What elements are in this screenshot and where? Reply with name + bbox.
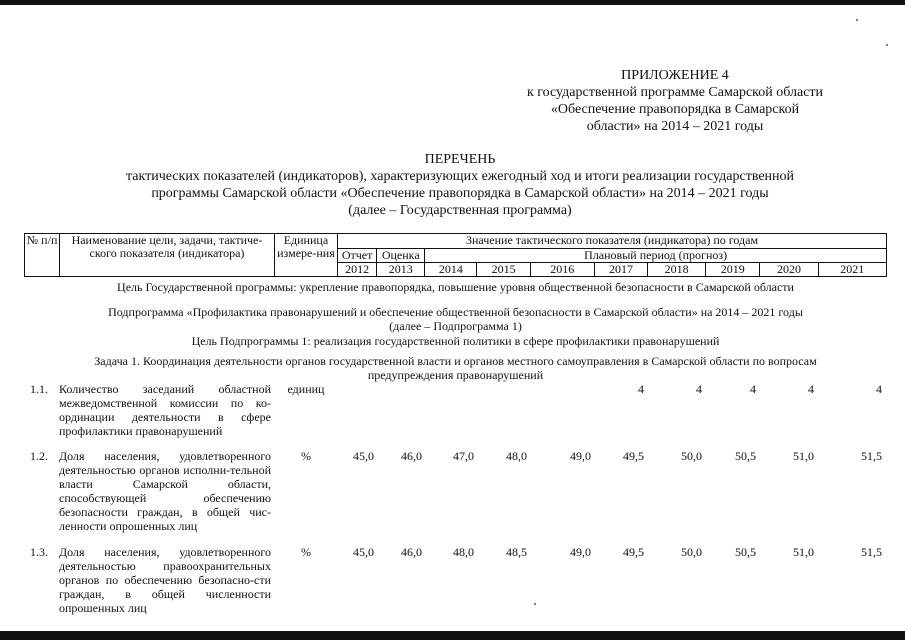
header-number: № п/п <box>25 234 60 277</box>
header-report: Отчет <box>338 249 377 263</box>
header-year: 2014 <box>425 263 477 277</box>
header-year: 2020 <box>760 263 818 277</box>
value-cell: 4 <box>876 382 882 396</box>
scan-bottom-edge <box>0 631 905 640</box>
row-number: 1.1. <box>30 382 48 396</box>
appendix-label: ПРИЛОЖЕНИЕ 4 <box>621 68 729 83</box>
value-cell: 45,0 <box>353 449 374 463</box>
task-line: Задача 1. Координация деятельности органов государственной власти и органов местного самоуправления в Самарской области по вопросам <box>94 354 817 368</box>
header-year: 2019 <box>706 263 760 277</box>
unit-cell: единиц <box>287 382 325 396</box>
subprogram-heading <box>24 305 887 333</box>
value-cell: 50,5 <box>735 449 756 463</box>
title-line: тактических показателей (индикаторов), характеризующих ежегодный ход и итоги реализации государственной <box>125 169 795 184</box>
indicator-name: Доля населения, удовлетворенного деятельностью органов исполни-тельной власти Самарской области, способствующей обеспечению безопасности граждан, в общей чис-ленности опрошенных лиц <box>59 449 271 533</box>
title-line: (далее – Государственная программа) <box>348 203 572 218</box>
program-goal: Цель Государственной программы: укрепление правопорядка, повышение уровня общественной безопасности в Самарской области <box>117 280 794 294</box>
subprogram-title: Подпрограмма «Профилактика правонарушений и обеспечение общественной безопасности в Самарской области» на 2014 – 2021 годы <box>108 305 803 319</box>
header-unit: Единица измере-ния <box>274 234 337 277</box>
appendix-line: области» на 2014 – 2021 годы <box>586 119 764 134</box>
indicator-name: Доля населения, удовлетворенного деятельностью правоохранительных органов по обеспечению безопасно-сти граждан, в общей численности опрошенных лиц <box>59 545 271 615</box>
value-cell: 51,5 <box>861 449 882 463</box>
indicator-name: Количество заседаний областной межведомственной комиссии по ко-ординации деятельности в сфере профилактики правонарушений <box>59 382 271 438</box>
indicators-table-header <box>24 233 887 277</box>
value-cell: 50,0 <box>681 545 702 559</box>
title-line: программы Самарской области «Обеспечение правопорядка в Самарской области» на 2014 – 2021 годы <box>151 186 769 201</box>
unit-cell: % <box>301 449 311 463</box>
document-title <box>40 151 880 219</box>
value-cell: 48,0 <box>453 545 474 559</box>
value-cell: 46,0 <box>401 545 422 559</box>
value-cell: 4 <box>808 382 814 396</box>
value-cell: 47,0 <box>453 449 474 463</box>
scan-speck <box>856 19 858 21</box>
value-cell: 49,0 <box>570 449 591 463</box>
appendix-header <box>480 67 870 135</box>
unit-cell: % <box>301 545 311 559</box>
value-cell: 51,0 <box>793 449 814 463</box>
title-heading: ПЕРЕЧЕНЬ <box>424 152 496 167</box>
row-number: 1.3. <box>30 545 48 559</box>
header-estimate: Оценка <box>377 249 425 263</box>
header-year: 2016 <box>530 263 594 277</box>
header-planned-period: Плановый период (прогноз) <box>425 249 887 263</box>
row-number: 1.2. <box>30 449 48 463</box>
value-cell: 50,5 <box>735 545 756 559</box>
appendix-line: к государственной программе Самарской области <box>526 85 824 100</box>
value-cell: 45,0 <box>353 545 374 559</box>
value-cell: 4 <box>638 382 644 396</box>
header-year: 2018 <box>648 263 706 277</box>
subprogram-alias: (далее – Подпрограмма 1) <box>389 319 522 333</box>
task-line: предупреждения правонарушений <box>367 368 544 382</box>
header-year: 2012 <box>338 263 377 277</box>
appendix-line: «Обеспечение правопорядка в Самарской <box>550 102 800 117</box>
header-indicator-name: Наименование цели, задачи, тактиче-ского показателя (индикатора) <box>60 234 275 277</box>
value-cell: 49,0 <box>570 545 591 559</box>
header-year: 2015 <box>477 263 530 277</box>
value-cell: 51,5 <box>861 545 882 559</box>
value-cell: 48,5 <box>506 545 527 559</box>
header-year: 2021 <box>818 263 886 277</box>
value-cell: 49,5 <box>623 449 644 463</box>
header-year: 2013 <box>377 263 425 277</box>
value-cell: 4 <box>750 382 756 396</box>
value-cell: 4 <box>696 382 702 396</box>
header-values-by-year: Значение тактического показателя (индикатора) по годам <box>338 234 887 249</box>
header-year: 2017 <box>594 263 647 277</box>
subprogram-goal: Цель Подпрограммы 1: реализация государственной политики в сфере профилактики правонарушений <box>191 334 720 348</box>
value-cell: 51,0 <box>793 545 814 559</box>
scan-speck <box>534 603 536 605</box>
value-cell: 49,5 <box>623 545 644 559</box>
task-heading <box>24 354 887 382</box>
value-cell: 46,0 <box>401 449 422 463</box>
scan-speck <box>886 44 888 46</box>
value-cell: 48,0 <box>506 449 527 463</box>
scan-top-edge <box>0 0 905 5</box>
value-cell: 50,0 <box>681 449 702 463</box>
